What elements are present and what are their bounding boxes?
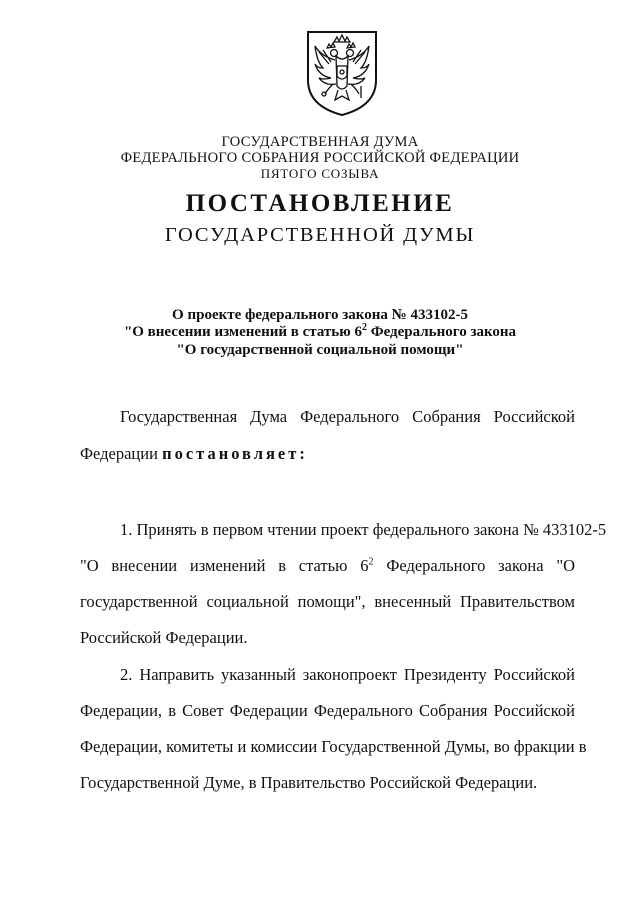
state-emblem-icon [303,28,381,118]
item2-line-2: Федерации, в Совет Федерации Федерального Собрания Российской [80,701,575,720]
item1-superscript: 2 [368,556,374,568]
about-line-2-tail: Федерального закона [366,324,517,340]
about-superscript: 2 [361,322,367,333]
about-line-2 [0,324,640,341]
preamble-line-1: Государственная Дума Федерального Собрания Российской [120,407,575,426]
preamble-resolves: постановляет: [162,444,308,463]
item2-line-4: Государственной Думе, в Правительство Российской Федерации. [80,773,538,792]
document-subtitle: ГОСУДАРСТВЕННОЙ ДУМЫ [164,224,476,246]
item1-line-3: государственной социальной помощи", внесенный Правительством [80,592,575,611]
item1-line-1: 1. Принять в первом чтении проект федерального закона № 433102-5 [120,520,607,539]
about-line-2-text: "О внесении изменений в статью 6 [123,324,362,340]
about-line-1: О проекте федерального закона № 433102-5 [172,307,468,323]
item1-line-2-tail: Федерального закона "О [373,556,575,575]
item1-line-2 [80,556,575,576]
about-line-3: "О государственной социальной помощи" [176,342,464,358]
item2-line-3: Федерации, комитеты и комиссии Государственной Думы, во фракции в [80,737,587,756]
document-title: ПОСТАНОВЛЕНИЕ [185,190,455,217]
item1-line-2-text: "О внесении изменений в статью 6 [80,556,369,575]
header-federal-assembly: ФЕДЕРАЛЬНОГО СОБРАНИЯ РОССИЙСКОЙ ФЕДЕРАЦИИ [120,150,520,166]
preamble-line-2-text: Федерации [80,444,163,463]
item1-line-4: Российской Федерации. [80,628,248,647]
header-duma: ГОСУДАРСТВЕННАЯ ДУМА [221,134,419,150]
preamble-line-2 [80,444,308,464]
item2-line-1: 2. Направить указанный законопроект Президенту Российской [120,665,575,684]
header-convocation: ПЯТОГО СОЗЫВА [260,166,380,181]
